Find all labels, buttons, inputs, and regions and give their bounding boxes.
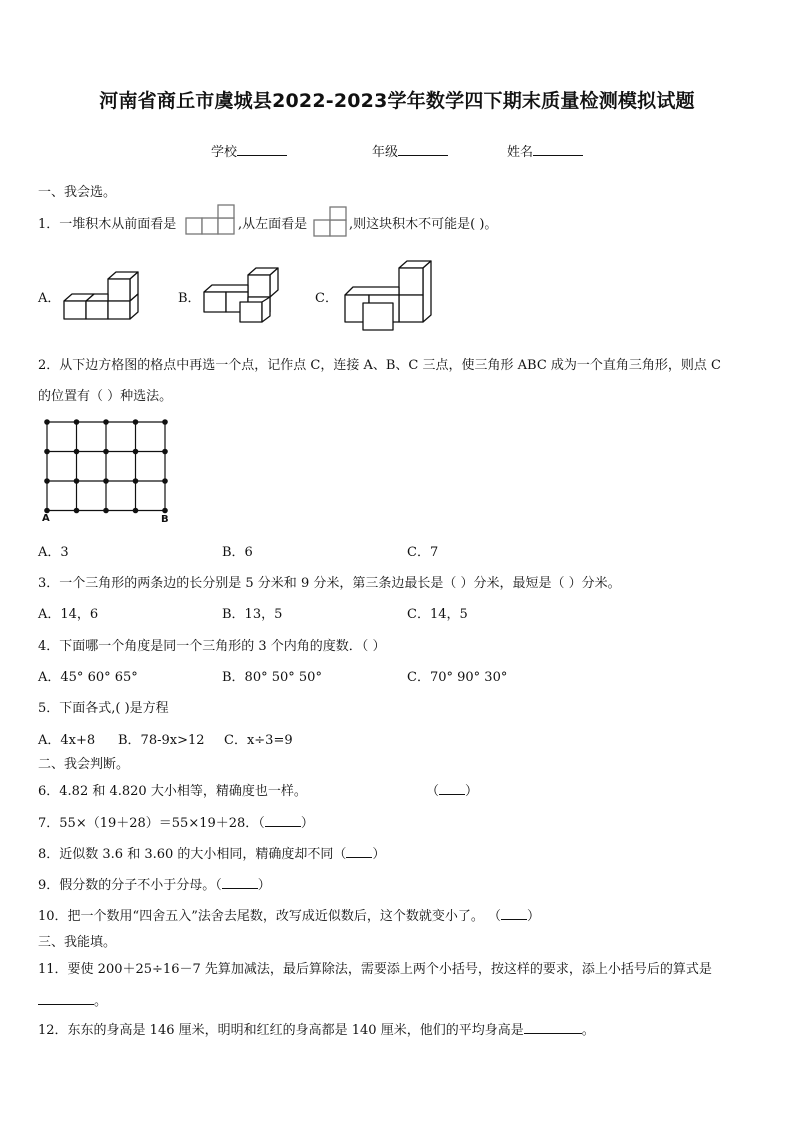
grid-point[interactable] xyxy=(103,508,109,514)
q1-option-c[interactable]: C． xyxy=(315,291,338,306)
q9-answer-blank[interactable] xyxy=(222,876,258,889)
grid-point[interactable] xyxy=(162,508,168,514)
q7-answer-blank[interactable] xyxy=(265,814,301,827)
q11-end: 。 xyxy=(94,994,108,1009)
q4-option-a[interactable]: A．45° 60° 65° xyxy=(38,670,138,685)
grid-point[interactable] xyxy=(44,419,50,425)
section-heading-2: 二、我会判断。 xyxy=(38,757,130,772)
school-blank[interactable] xyxy=(237,143,287,156)
grid-point[interactable] xyxy=(133,508,139,514)
q2-point-a-label: A xyxy=(42,513,50,524)
q2-option-c[interactable]: C．7 xyxy=(407,545,439,560)
grid-point[interactable] xyxy=(133,449,139,455)
q8-answer-blank[interactable] xyxy=(346,845,372,858)
grade-blank[interactable] xyxy=(398,143,448,156)
q4-text: 4．下面哪一个角度是同一个三角形的 3 个内角的度数．（ ） xyxy=(38,639,386,654)
grid-point[interactable] xyxy=(74,419,80,425)
q5-option-a[interactable]: A．4x+8 xyxy=(38,733,96,748)
grid-point[interactable] xyxy=(103,449,109,455)
q2-point-b-label: B xyxy=(161,514,169,525)
q10-line xyxy=(38,905,540,924)
q6-paren-right: ） xyxy=(465,784,479,799)
q3-option-c[interactable]: C．14，5 xyxy=(407,607,468,622)
q4-option-c[interactable]: C．70° 90° 30° xyxy=(407,670,508,685)
q9-text: 9．假分数的分子不小于分母。（ xyxy=(38,878,222,893)
grid-point[interactable] xyxy=(74,449,80,455)
section-heading-3: 三、我能填。 xyxy=(38,935,117,950)
q11-line1: 11．要使 200＋25÷16－7 先算加减法，最后算除法，需要添上两个小括号，按这样的要求，添上小括号后的算式是 xyxy=(38,962,712,977)
q12-line xyxy=(38,1019,595,1038)
q8-text: 8．近似数 3.6 和 3.60 的大小相同，精确度却不同（ xyxy=(38,847,347,862)
q5-option-b[interactable]: B．78-9x>12 xyxy=(118,733,205,748)
grid-point[interactable] xyxy=(133,419,139,425)
q1-part1: 1．一堆积木从前面看是 xyxy=(38,217,177,232)
q9-paren-right: ） xyxy=(257,878,271,893)
grade-field xyxy=(372,141,448,160)
q3-option-a[interactable]: A．14，6 xyxy=(38,607,99,622)
q8-paren-right: ） xyxy=(372,847,386,862)
q2-line1: 2．从下边方格图的格点中再选一个点，记作点 C，连接 A、B、C 三点，使三角形 ABC 成为一个直角三角形，则点 C xyxy=(38,358,721,373)
grid-point[interactable] xyxy=(162,449,168,455)
name-field xyxy=(507,141,583,160)
section-heading-1: 一、我会选。 xyxy=(38,185,117,200)
q10-answer-blank[interactable] xyxy=(501,907,527,920)
q12-end: 。 xyxy=(581,1023,595,1038)
grid-point[interactable] xyxy=(44,449,50,455)
q4-option-b[interactable]: B．80° 50° 50° xyxy=(222,670,322,685)
q10-text: 10．把一个数用“四舍五入”法舍去尾数，改写成近似数后，这个数就变小了。 （ xyxy=(38,909,501,924)
grid-point[interactable] xyxy=(44,478,50,484)
q7-line xyxy=(38,812,314,831)
q1-option-a[interactable]: A． xyxy=(38,291,61,306)
school-field xyxy=(211,141,287,160)
q7-text: 7．55×（19＋28）＝55×19＋28．（ xyxy=(38,816,265,831)
grid-point[interactable] xyxy=(162,478,168,484)
q2-line2: 的位置有（ ）种选法。 xyxy=(38,389,173,404)
q9-line xyxy=(38,874,271,893)
q1-option-b-cubes-figure xyxy=(202,266,282,324)
grid-point[interactable] xyxy=(103,419,109,425)
q2-option-a[interactable]: A．3 xyxy=(38,545,69,560)
q12-answer-blank[interactable] xyxy=(524,1021,582,1034)
q12-text: 12．东东的身高是 146 厘米，明明和红红的身高都是 140 厘米，他们的平均身高是 xyxy=(38,1023,524,1038)
q8-line xyxy=(38,843,385,862)
q11-answer-blank[interactable] xyxy=(38,992,94,1005)
grade-label: 年级 xyxy=(372,145,399,160)
grid-point[interactable] xyxy=(103,478,109,484)
grid-point[interactable] xyxy=(162,419,168,425)
name-label: 姓名 xyxy=(507,145,534,160)
q1-part3: ,则这块积木不可能是( )。 xyxy=(349,217,498,232)
q6-answer-blank[interactable] xyxy=(439,782,465,795)
grid-point[interactable] xyxy=(133,478,139,484)
q1-front-view-figure xyxy=(185,204,237,236)
q6-text: 6．4.82 和 4.820 大小相等，精确度也一样。 xyxy=(38,784,307,799)
q1-part2: ,从左面看是 xyxy=(238,217,308,232)
school-label: 学校 xyxy=(211,145,238,160)
q3-text: 3．一个三角形的两条边的长分别是 5 分米和 9 分米，第三条边最长是（ ）分米，最短是（ ）分米。 xyxy=(38,576,621,591)
q1-option-b[interactable]: B． xyxy=(178,291,201,306)
q1-option-a-cubes-figure xyxy=(62,270,140,322)
name-blank[interactable] xyxy=(533,143,583,156)
q5-option-c[interactable]: C．x÷3=9 xyxy=(224,733,293,748)
q1-left-view-figure xyxy=(313,206,349,238)
q11-line2 xyxy=(38,990,107,1009)
q2-dot-grid-figure xyxy=(38,414,178,529)
q7-paren-right: ） xyxy=(300,816,314,831)
q10-paren-right: ） xyxy=(526,909,540,924)
q3-option-b[interactable]: B．13，5 xyxy=(222,607,283,622)
grid-point[interactable] xyxy=(74,508,80,514)
q1-option-c-cubes-figure xyxy=(343,259,435,333)
q6-answer-paren[interactable] xyxy=(426,780,478,799)
grid-point[interactable] xyxy=(74,478,80,484)
page-title: 河南省商丘市虞城县2022-2023学年数学四下期末质量检测模拟试题 xyxy=(99,90,695,112)
q5-text: 5．下面各式,( )是方程 xyxy=(38,701,169,716)
q2-option-b[interactable]: B．6 xyxy=(222,545,253,560)
q6-paren-left: （ xyxy=(426,784,440,799)
